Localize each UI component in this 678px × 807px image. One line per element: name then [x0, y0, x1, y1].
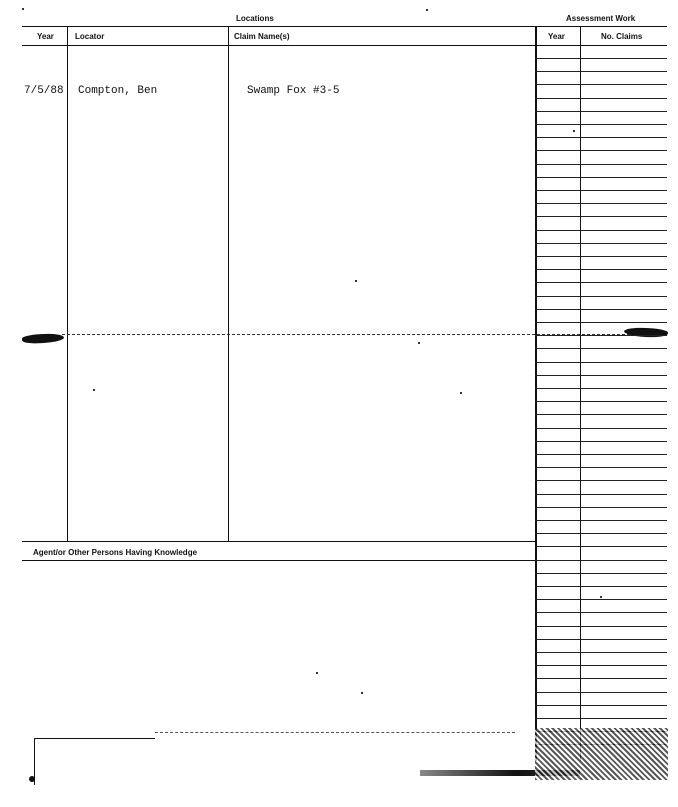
column-header-no-claims: No. Claims	[601, 32, 643, 41]
assessment-row-line	[535, 190, 667, 191]
agent-label-underline	[22, 560, 535, 561]
assessment-row-line	[535, 480, 667, 481]
assessment-row-line	[535, 665, 667, 666]
assessment-work-header: Assessment Work	[566, 14, 636, 23]
assessment-row-line	[535, 150, 667, 151]
scan-speck	[22, 8, 24, 10]
assessment-row-line	[535, 626, 667, 627]
assessment-row-line	[535, 375, 667, 376]
header-bottom-border	[22, 45, 667, 46]
assessment-row-line	[535, 454, 667, 455]
assessment-row-line	[535, 428, 667, 429]
assessment-row-line	[535, 230, 667, 231]
row-claim-name: Swamp Fox #3-5	[247, 85, 340, 97]
assessment-row-line	[535, 322, 667, 323]
assessment-row-line	[535, 362, 667, 363]
assessment-row-line	[535, 216, 667, 217]
assessment-row-line	[535, 467, 667, 468]
assessment-row-line	[535, 507, 667, 508]
scan-speck	[426, 9, 428, 11]
assessment-row-line	[535, 639, 667, 640]
scan-speck	[93, 389, 95, 391]
scan-speck	[573, 130, 575, 132]
assessment-row-line	[535, 124, 667, 125]
bottom-left-mark	[29, 776, 35, 782]
assessment-row-line	[535, 652, 667, 653]
assessment-row-line	[535, 243, 667, 244]
column-header-locator: Locator	[75, 32, 105, 41]
divider-year-locator	[67, 26, 68, 541]
assessment-row-line	[535, 533, 667, 534]
assessment-row-line	[535, 256, 667, 257]
assessment-row-line	[535, 71, 667, 72]
scan-speck	[316, 672, 318, 674]
assessment-row-line	[535, 692, 667, 693]
column-header-year: Year	[37, 32, 54, 41]
bottom-right-scan-noise	[535, 728, 668, 780]
scan-speck	[460, 392, 462, 394]
bottom-corner-bracket	[34, 738, 155, 785]
assessment-row-line	[535, 573, 667, 574]
row-locator: Compton, Ben	[78, 85, 158, 97]
assessment-row-line	[535, 203, 667, 204]
assessment-row-line	[535, 269, 667, 270]
assessment-row-line	[535, 599, 667, 600]
assessment-row-line	[535, 348, 667, 349]
assessment-row-line	[535, 164, 667, 165]
assessment-row-line	[535, 282, 667, 283]
locations-bottom-border	[22, 541, 535, 542]
assessment-row-line	[535, 612, 667, 613]
assessment-row-line	[535, 520, 667, 521]
assessment-row-line	[535, 98, 667, 99]
assessment-row-line	[535, 441, 667, 442]
scan-speck	[418, 342, 420, 344]
assessment-row-line	[535, 718, 667, 719]
agent-section-label: Agent/or Other Persons Having Knowledge	[33, 548, 198, 557]
assessment-row-line	[535, 401, 667, 402]
assessment-row-line	[535, 705, 667, 706]
right-ink-blot	[624, 327, 668, 338]
bottom-dashed-rule	[155, 732, 515, 733]
assessment-row-line	[535, 58, 667, 59]
assessment-row-line	[535, 309, 667, 310]
assessment-row-line	[535, 335, 667, 336]
assessment-row-line	[535, 560, 667, 561]
assessment-row-line	[535, 494, 667, 495]
locations-header: Locations	[236, 14, 274, 23]
assessment-row-line	[535, 678, 667, 679]
left-ink-blot	[22, 333, 65, 345]
row-year: 7/5/88	[24, 85, 64, 97]
scan-speck	[361, 692, 363, 694]
assessment-row-line	[535, 111, 667, 112]
assessment-row-line	[535, 546, 667, 547]
column-header-claim-names: Claim Name(s)	[234, 32, 290, 41]
assessment-row-line	[535, 414, 667, 415]
table-top-border	[22, 26, 667, 27]
column-header-assessment-year: Year	[548, 32, 565, 41]
assessment-row-line	[535, 137, 667, 138]
assessment-row-line	[535, 586, 667, 587]
assessment-row-line	[535, 388, 667, 389]
assessment-row-line	[535, 84, 667, 85]
assessment-row-line	[535, 177, 667, 178]
scan-speck	[600, 596, 602, 598]
scan-speck	[355, 280, 357, 282]
assessment-row-line	[535, 296, 667, 297]
divider-locator-claims	[228, 26, 229, 541]
